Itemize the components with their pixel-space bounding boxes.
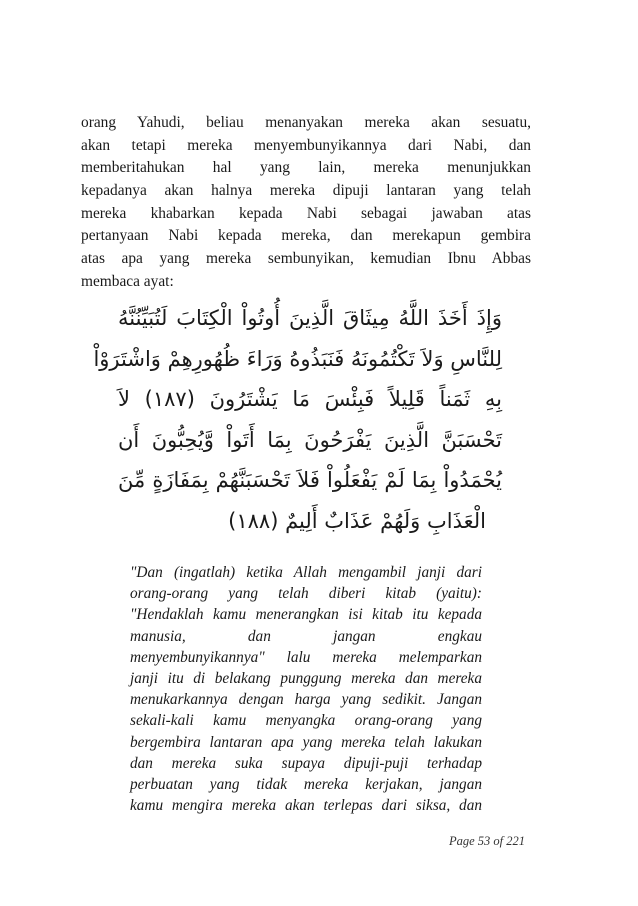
translation-quote [130, 562, 482, 816]
verse-line: تَحْسَبَنَّ الَّذِينَ يَفْرَحُونَ بِمَا أَتَواْ وَّيُحِبُّونَ أَن [118, 427, 502, 452]
quote-line: kamu mengira mereka akan terlepas dari siksa, dan [130, 797, 482, 815]
paragraph-line: akan tetapi mereka menyembunyikannya dari Nabi, dan [81, 136, 531, 154]
arabic-verse [93, 298, 502, 541]
quote-line: bergembira lantaran apa yang mereka telah lakukan [130, 733, 482, 751]
quote-line: menukarkannya dengan harga yang sedikit. Jangan [130, 691, 482, 709]
paragraph-line: kepadanya akan halnya mereka dipuji lantaran yang telah [81, 182, 531, 200]
paragraph-line: membaca ayat: [81, 272, 174, 290]
paragraph-line: atas apa yang mereka sembunyikan, kemudian Ibnu Abbas [81, 250, 531, 268]
quote-line: "Hendaklah kamu menerangkan isi kitab itu kepada [130, 606, 482, 624]
page-number: Page 53 of 221 [448, 834, 525, 848]
paragraph-line: memberitahukan hal yang lain, mereka menunjukkan [81, 159, 531, 177]
paragraph-line: pertanyaan Nabi kepada mereka, dan merekapun gembira [81, 227, 531, 245]
body-paragraph [81, 112, 531, 294]
quote-line: menyembunyikannya" lalu mereka melemparkan [130, 648, 482, 666]
quote-line: manusia, dan jangan engkau [130, 627, 482, 645]
verse-line: يُحْمَدُواْ بِمَا لَمْ يَفْعَلُواْ فَلاَ تَحْسَبَنَّهُمْ بِمَفَازَةٍ مِّنَ [118, 468, 502, 492]
verse-line: وَإِذَ أَخَذَ اللَّهُ مِيثَاقَ الَّذِينَ أُوتُواْ الْكِتَابَ لَتُبَيِّنُنَّهُ [118, 306, 502, 330]
quote-line: dan mereka suka supaya dipuji-puji terhadap [130, 754, 482, 772]
quote-line: orang-orang yang telah diberi kitab (yaitu): [130, 585, 482, 603]
quote-line: janji itu di belakang punggung mereka dan mereka [130, 669, 482, 687]
verse-line: لِلنَّاسِ وَلاَ تَكْتُمُونَهُ فَنَبَذُوهُ وَرَاءَ ظُهُورِهِمْ وَاشْتَرَوْاْ [93, 346, 502, 371]
quote-line: sekali-kali kamu menyangka orang-orang yang [130, 712, 482, 730]
quote-line: perbuatan yang tidak mereka kerjakan, jangan [130, 775, 482, 793]
verse-line: بِهِ ثَمَناً قَلِيلاً فَبِئْسَ مَا يَشْتَرُونَ (١٨٧) لاَ [118, 387, 502, 411]
paragraph-line: mereka khabarkan kepada Nabi sebagai jawaban atas [81, 204, 531, 222]
verse-line: الْعَذَابِ وَلَهُمْ عَذَابٌ أَلِيمٌ (١٨٨) [228, 508, 486, 533]
quote-line: "Dan (ingatlah) ketika Allah mengambil janji dari [130, 564, 482, 581]
paragraph-line: orang Yahudi, beliau menanyakan mereka akan sesuatu, [81, 114, 531, 131]
